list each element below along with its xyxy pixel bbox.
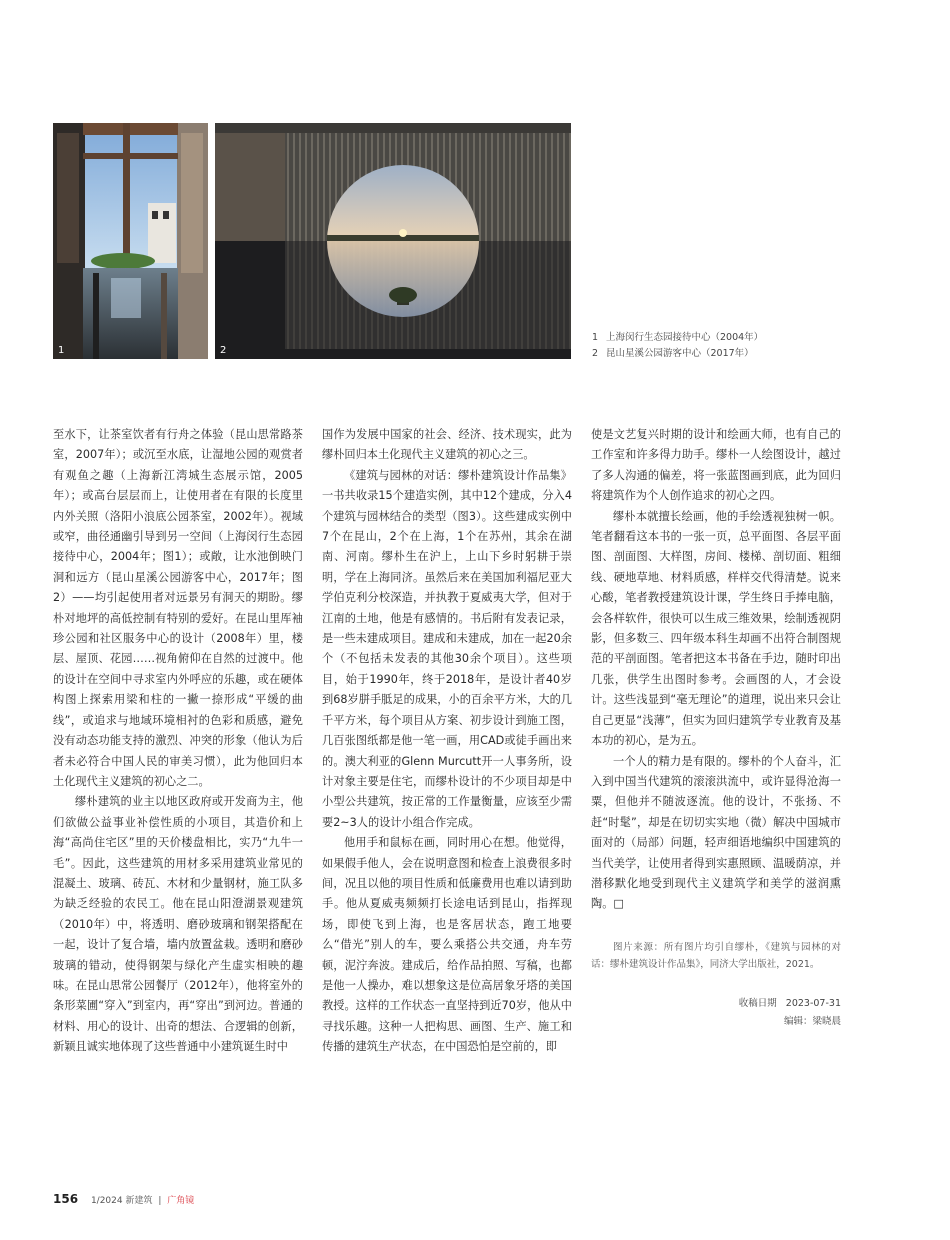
section-label: 广角镜: [167, 1196, 195, 1206]
article-meta: [591, 995, 841, 1031]
text-column-3: [591, 425, 841, 1031]
received-date: 收稿日期 2023-07-31: [738, 997, 841, 1009]
paragraph: 一个人的精力是有限的。缪朴的个人奋斗，汇入到中国当代建筑的滚滚洪流中，或许显得沧海一粟，但他并不随波逐流。他的设计，不张扬、不赶“时髦”，却是在切切实实地（微）解决中国城市面对的（局部）问题，轻声细语地编织中国建筑的当代美学，让使用者得到实惠照顾、温暖荫凉，并潜移默化地受到现代主义建筑学和美学的滋润熏陶。□: [591, 754, 841, 911]
editor-credit: 编辑：梁晓晨: [783, 1015, 841, 1027]
paragraph: 缪朴建筑的业主以地区政府或开发商为主，他们欲做公益事业补偿性质的小项目，其造价和上海“高尚住宅区”里的天价楼盘相比，实乃“九牛一毛”。因此，这些建筑的用材多采用建筑业常见的混凝土、玻璃、砖瓦、木材和少量钢材，施工队多为缺乏经验的农民工。他在昆山阳澄湖景观建筑（2010年）中，将透明、磨砂玻璃和钢架搭配在一起，设计了复合墙，墙内放置盆栽。透明和磨砂玻璃的错动，使得钢架与绿化产生虚实相映的趣味。在昆山思常公园餐厅（2012年），他将室外的条形菜圃“穿入”到室内，再“穿出”到河边。普通的材料、用心的设计、出奇的想法、合逻辑的创新，新颖且诚实地体现了这些普通中小建筑诞生时中: [53, 795, 303, 1054]
courtyard-pool-image: [53, 123, 208, 359]
image-source-note: 图片来源：所有图片均引自缪朴，《建筑与园林的对话：缪朴建筑设计作品集》，同济大学出版社，2021。: [591, 941, 841, 970]
photo-number: 2: [220, 345, 227, 356]
caption-2: 2 昆山星溪公园游客中心（2017年）: [592, 348, 754, 359]
text-column-2: [322, 425, 572, 1058]
page-footer: [53, 1192, 194, 1206]
paragraph: 国作为发展中国家的社会、经济、技术现实，此为缪朴回归本土化现代主义建筑的初心之三。: [322, 428, 572, 462]
paragraph: 使是文艺复兴时期的设计和绘画大师，也有自己的工作室和许多得力助手。缪朴一人绘图设计，越过了多人沟通的偏差，将一张蓝图画到底，此为回归将建筑作为个人创作追求的初心之四。: [591, 428, 841, 503]
moon-gate-reflection-image: [215, 123, 571, 359]
caption-1: 1 上海闵行生态园接待中心（2004年）: [592, 332, 764, 343]
footer-divider: |: [158, 1196, 162, 1206]
photo-1: [53, 123, 208, 359]
text-column-1: [53, 425, 303, 1058]
photo-number: 1: [58, 345, 65, 356]
paragraph: 《建筑与园林的对话：缪朴建筑设计作品集》一书共收录15个建造实例，其中12个建成，分入4个建筑与园林结合的类型（图3）。这些建成实例中7个在昆山，2个在上海，1个在苏州，其余在湖南、河南。缪朴生在沪上，上山下乡时躬耕于崇明，学在上海同济。虽然后来在美国加利福尼亚大学伯克利分校深造，并执教于夏威夷大学，但对于江南的土地，他是有感情的。书后附有发表记录，是一些未建成项目。建成和未建成，加在一起20余个（不包括未发表的其他30余个项目）。这些项目，始于1990年，终于2018年，是设计者40岁到68岁胼手胝足的成果，小的百余平方米，大的几千平方米，每个项目从方案、初步设计到施工图，几百张图纸都是他一笔一画，用CAD或徒手画出来的。澳大利亚的Glenn Murcutt开一人事务所，设计对象主要是住宅，而缪朴设计的不少项目却是中小型公共建筑，按正常的工作量衡量，应该至少需要2~3人的设计小组合作完成。: [322, 468, 572, 829]
paragraph: 缪朴本就擅长绘画，他的手绘透视独树一帜。笔者翻看这本书的一张一页，总平面图、各层平面图、剖面图、大样图，房间、楼梯、剖切面、粗细线、硬地草地、材料质感，样样交代得清楚。说来心酸，笔者教授建筑设计课，学生终日手捧电脑，会各样软件，很快可以生成三维效果，绘制透视阴影，但多数三、四年级本科生却画不出符合制图规范的平剖面图。笔者把这本书备在手边，随时印出几张，供学生出图时参考。会画图的人，才会设计。这些浅显到“毫无理论”的道理，说出来只会让自己更显“浅薄”，但实为回归建筑学专业教育及基本功的初心，是为五。: [591, 509, 841, 748]
figure-captions: [592, 330, 763, 362]
issue-label: 1/2024 新建筑: [90, 1196, 153, 1206]
photo-2: [215, 123, 571, 359]
paragraph: 他用手和鼠标在画，同时用心在想。他觉得，如果假手他人，会在说明意图和检查上浪费很多时间，况且以他的项目性质和低廉费用也难以请到助手。他从夏威夷频频打长途电话到昆山，指挥现场，即使飞到上海，也是客居状态，跑工地要么“借光”别人的车，要么乘搭公共交通，舟车劳顿，泥泞奔波。建成后，给作品拍照、写稿，也都是他一人操办，难以想象这是位高居象牙塔的美国教授。这样的工作状态一直坚持到近70岁，他从中寻找乐趣。这种一人把构思、画图、生产、施工和传播的建筑生产状态，在中国恐怕是空前的，即: [322, 836, 572, 1054]
paragraph: 至水下，让茶室饮者有行舟之体验（昆山思常路茶室，2007年）；或沉至水底，让湿地公园的观赏者有观鱼之趣（上海新江湾城生态展示馆，2005年）；或高台层层而上，让使用者在有限的长度里内外关照（洛阳小浪底公园茶室，2002年）。视域或窄，曲径通幽引导到另一空间（上海闵行生态园接待中心，2004年；图1）；或敞，让水池倒映门洞和远方（昆山星溪公园游客中心，2017年；图2）——均引起使用者对远景另有洞天的期盼。缪朴对地坪的高低控制有特别的爱好。在昆山里厍袖珍公园和社区服务中心的设计（2008年）里，楼层、屋顶、花园……视角俯仰在自然的过渡中。他的设计在空间中寻求室内外呼应的乐趣，或在硬体构图上探索用梁和柱的一撇一捺形成“平缓的曲线”，或追求与地域环境相衬的色彩和质感，避免没有动态功能支持的激烈、冲突的形象（他认为后者未必符合中国人民的审美习惯），此为他回归本土化现代主义建筑的初心之二。: [53, 428, 303, 788]
page-number: 156: [53, 1192, 79, 1206]
